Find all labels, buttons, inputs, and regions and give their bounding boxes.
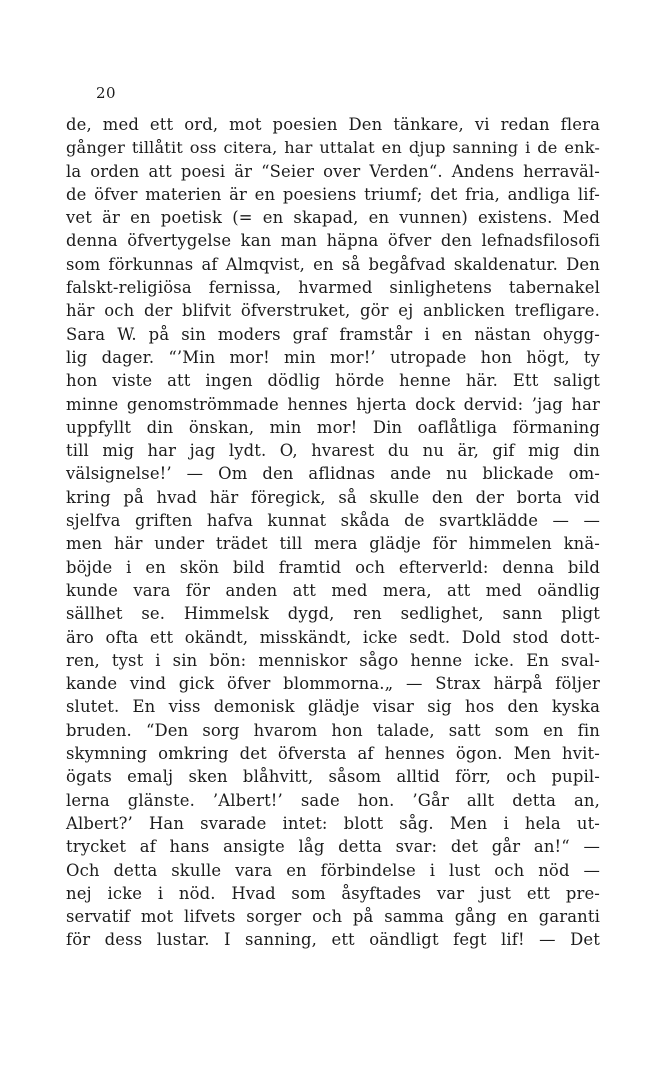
text-line: Och detta skulle vara en förbindelse i lust och nöd — — [66, 860, 600, 880]
text-line: som förkunnas af Almqvist, en så begåfvad skaldenatur. Den — [66, 254, 600, 274]
text-line: de, med ett ord, mot poesien Den tänkare, vi redan flera — [66, 115, 600, 134]
text-line: ren, tyst i sin bön: menniskor sågo henne icke. En sval- — [66, 650, 600, 670]
text-line: hon viste att ingen dödlig hörde henne här. Ett saligt — [66, 371, 600, 391]
text-line: trycket af hans ansigte låg detta svar: det går an!“ — — [66, 837, 600, 857]
text-line: skymning omkring det öfversta af hennes ögon. Men hvit- — [66, 744, 600, 764]
text-line: sällhet se. Himmelsk dygd, ren sedlighet, sann pligt — [66, 604, 600, 624]
text-line: välsignelse!’ — Om den aflidnas ande nu blickade om- — [66, 464, 600, 484]
text-line: minne genomströmmade hennes hjerta dock dervid: ’jag har — [66, 394, 600, 414]
text-line: gånger tillåtit oss citera, har uttalat en djup sanning i de enk- — [66, 138, 600, 158]
text-line: men här under trädet till mera glädje för himmelen knä- — [66, 534, 600, 554]
text-line: sjelfva griften hafva kunnat skåda de svartklädde — — — [66, 511, 600, 531]
text-line: kande vind gick öfver blommorna.„ — Strax härpå följer — [66, 674, 600, 694]
text-line: kring på hvad här föregick, så skulle den der borta vid — [66, 487, 600, 507]
text-line: servatif mot lifvets sorger och på samma gång en garanti — [66, 907, 600, 927]
text-line: böjde i en skön bild framtid och efterverld: denna bild — [66, 557, 600, 577]
text-line: för dess lustar. I sanning, ett oändligt fegt lif! — Det — [66, 930, 600, 950]
text-line: till mig har jag lydt. O, hvarest du nu är, gif mig din — [66, 441, 600, 461]
text-line: Sara W. på sin moders graf framstår i en nästan ohygg- — [66, 324, 600, 344]
text-line: denna öfvertygelse kan man häpna öfver den lefnadsfilosofi — [66, 231, 600, 251]
text-line: lig dager. “’Min mor! min mor!’ utropade hon högt, ty — [66, 347, 600, 367]
text-line: kunde vara för anden att med mera, att med oändlig — [66, 580, 600, 600]
text-line: äro ofta ett okändt, misskändt, icke sedt. Dold stod dott- — [66, 627, 600, 647]
text-line: Albert?’ Han svarade intet: blott såg. Men i hela ut- — [66, 813, 600, 833]
text-line: uppfyllt din önskan, min mor! Din oaflåtliga förmaning — [66, 417, 600, 437]
text-line: här och der blifvit öfverstruket, gör ej anblicken trefligare. — [66, 301, 600, 321]
text-line: nej icke i nöd. Hvad som åsyftades var just ett pre- — [66, 883, 600, 903]
body-text — [66, 113, 600, 952]
text-line: lerna glänste. ’Albert!’ sade hon. ’Går allt detta an, — [66, 790, 600, 810]
text-line: vet är en poetisk (= en skapad, en vunnen) existens. Med — [66, 208, 600, 228]
page-number: 20 — [96, 84, 117, 102]
text-line: slutet. En viss demonisk glädje visar sig hos den kyska — [66, 697, 600, 717]
text-line: de öfver materien är en poesiens triumf; det fria, andliga lif- — [66, 184, 600, 204]
text-line: bruden. “Den sorg hvarom hon talade, satt som en fin — [66, 720, 600, 740]
text-line: falskt-religiösa fernissa, hvarmed sinlighetens tabernakel — [66, 278, 600, 298]
text-line: ögats emalj sken blåhvitt, såsom alltid förr, och pupil- — [66, 767, 600, 787]
text-line: la orden att poesi är “Seier over Verden“. Andens herraväl- — [66, 161, 600, 181]
